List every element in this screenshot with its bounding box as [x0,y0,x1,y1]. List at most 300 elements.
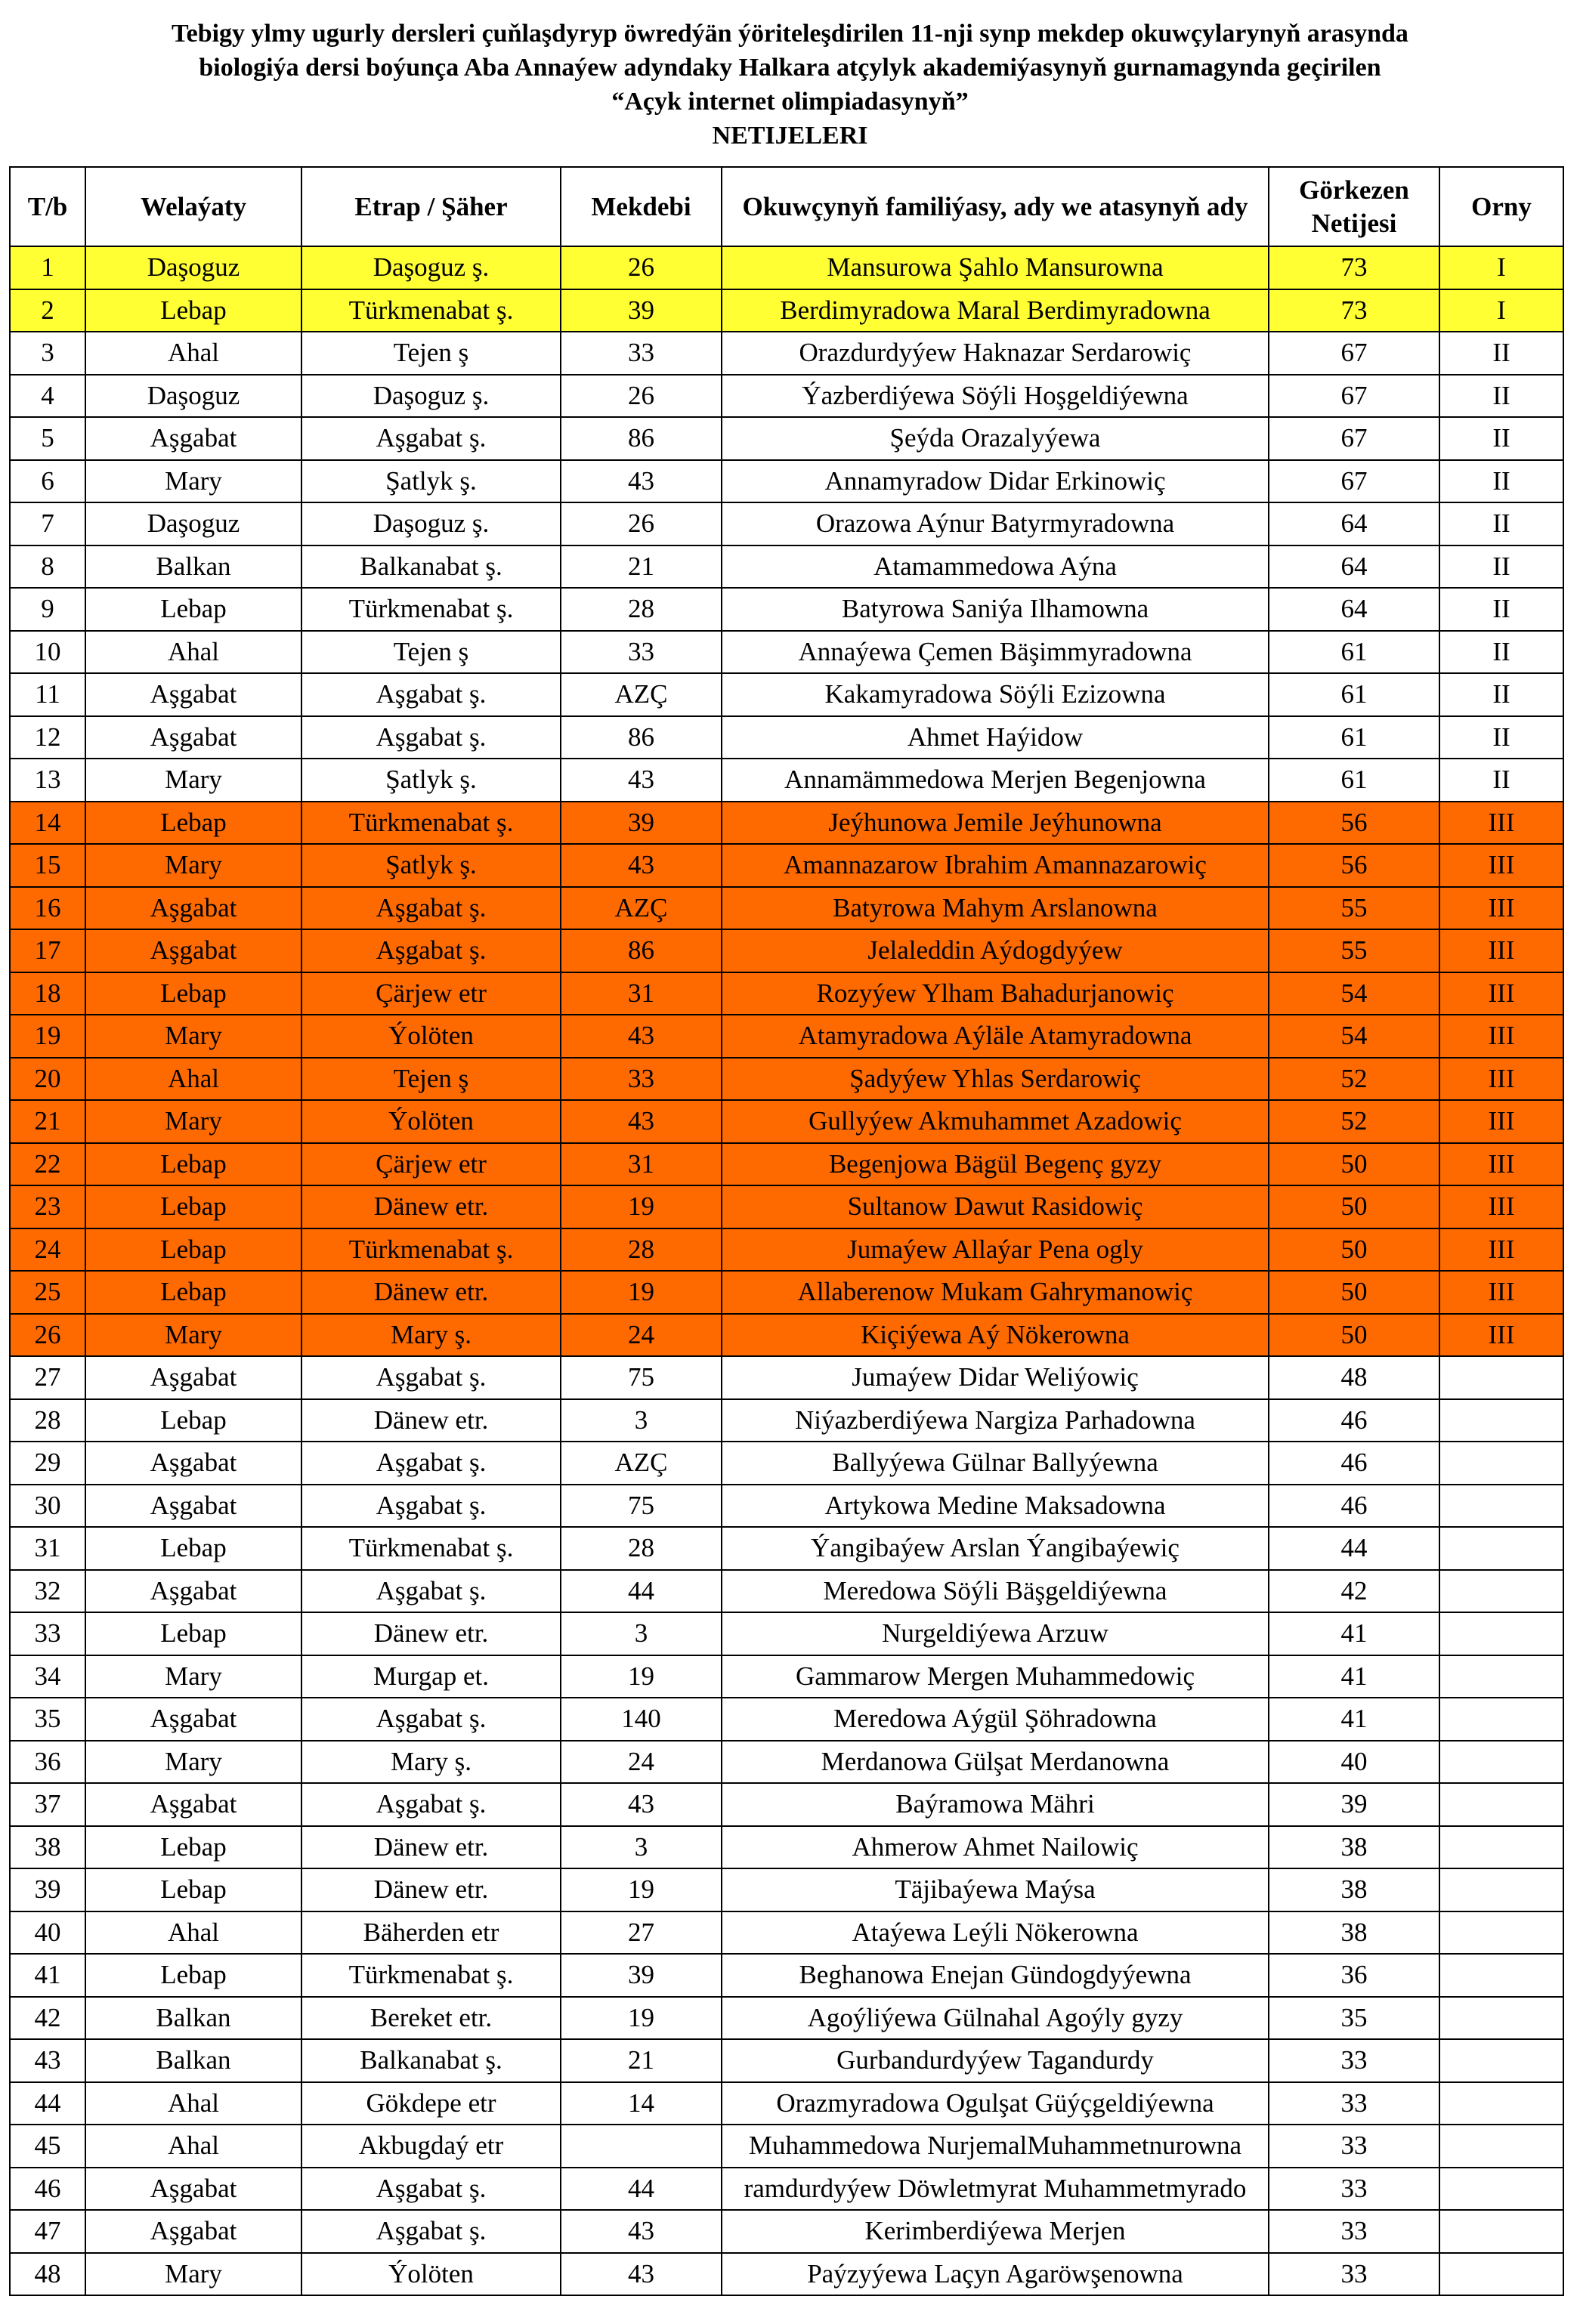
cell-district: Gökdepe etr [301,2082,561,2125]
cell-number: 24 [10,1228,85,1272]
cell-school: 21 [561,545,722,589]
cell-number: 16 [10,887,85,930]
cell-school: 39 [561,289,722,332]
table-row [10,1783,1563,1826]
cell-region: Mary [85,1100,301,1143]
cell-number: 13 [10,759,85,802]
cell-district: Aşgabat ş. [301,1570,561,1613]
cell-student-name: Nurgeldiýewa Arzuw [722,1612,1269,1655]
table-row [10,2210,1563,2253]
cell-score: 56 [1269,844,1439,887]
cell-region: Lebap [85,1868,301,1911]
cell-school: 3 [561,1399,722,1442]
table-row [10,1527,1563,1570]
cell-number: 38 [10,1826,85,1869]
cell-region: Lebap [85,289,301,332]
cell-district: Balkanabat ş. [301,545,561,589]
cell-student-name: Baýramowa Mähri [722,1783,1269,1826]
cell-place [1439,2125,1563,2168]
cell-school: 3 [561,1826,722,1869]
cell-score: 50 [1269,1143,1439,1186]
cell-school: 43 [561,1100,722,1143]
cell-district: Bäherden etr [301,1911,561,1955]
results-table [9,166,1564,2296]
cell-district: Akbugdaý etr [301,2125,561,2168]
cell-student-name: Ataýewa Leýli Nökerowna [722,1911,1269,1955]
cell-region: Daşoguz [85,502,301,545]
cell-score: 44 [1269,1527,1439,1570]
cell-place: II [1439,716,1563,759]
cell-student-name: Begenjowa Bägül Begenç gyzy [722,1143,1269,1186]
cell-school: 33 [561,1058,722,1101]
cell-student-name: Muhammedowa NurjemalMuhammetnurowna [722,2125,1269,2168]
cell-school: 24 [561,1741,722,1784]
cell-school: 44 [561,2168,722,2211]
cell-score: 55 [1269,929,1439,972]
cell-number: 17 [10,929,85,972]
cell-place [1439,2253,1563,2296]
cell-place: III [1439,972,1563,1015]
cell-score: 33 [1269,2125,1439,2168]
cell-place [1439,1356,1563,1399]
table-row [10,1911,1563,1955]
table-header-row [10,167,1563,246]
cell-district: Mary ş. [301,1314,561,1357]
cell-district: Bereket etr. [301,1997,561,2040]
cell-number: 7 [10,502,85,545]
cell-number: 43 [10,2039,85,2082]
cell-score: 41 [1269,1612,1439,1655]
cell-region: Balkan [85,2039,301,2082]
cell-district: Ýolöten [301,1015,561,1058]
cell-number: 34 [10,1655,85,1698]
table-row [10,673,1563,716]
cell-score: 41 [1269,1655,1439,1698]
cell-score: 42 [1269,1570,1439,1613]
cell-place [1439,1911,1563,1955]
header-line-1: Tebigy ylmy ugurly dersleri çuňlaşdyryp öwredýän ýöriteleşdirilen 11-nji synp mekdep okuwçylarynyň arasynda [172,20,1408,48]
cell-student-name: Orazdurdyýew Haknazar Serdarowiç [722,332,1269,375]
cell-student-name: Jelaleddin Aýdogdyýew [722,929,1269,972]
cell-number: 39 [10,1868,85,1911]
cell-school: 26 [561,375,722,418]
cell-number: 32 [10,1570,85,1613]
cell-score: 46 [1269,1485,1439,1528]
cell-number: 21 [10,1100,85,1143]
cell-score: 67 [1269,460,1439,503]
cell-place: III [1439,1228,1563,1272]
cell-number: 19 [10,1015,85,1058]
cell-district: Türkmenabat ş. [301,1228,561,1272]
cell-school: 140 [561,1698,722,1741]
cell-district: Ýolöten [301,2253,561,2296]
cell-place [1439,1612,1563,1655]
cell-region: Lebap [85,1399,301,1442]
cell-student-name: Meredowa Söýli Bäşgeldiýewna [722,1570,1269,1613]
table-row [10,1485,1563,1528]
cell-student-name: Meredowa Aýgül Şöhradowna [722,1698,1269,1741]
table-row [10,631,1563,674]
cell-region: Aşgabat [85,1698,301,1741]
col-header-score: Görkezen Netijesi [1269,167,1439,246]
cell-number: 23 [10,1185,85,1228]
table-row [10,417,1563,460]
table-row [10,2082,1563,2125]
cell-region: Aşgabat [85,2210,301,2253]
cell-score: 38 [1269,1911,1439,1955]
cell-score: 54 [1269,1015,1439,1058]
cell-score: 33 [1269,2082,1439,2125]
cell-school: 26 [561,502,722,545]
document-title: NETIJELERI [712,122,868,150]
cell-district: Türkmenabat ş. [301,1954,561,1997]
cell-region: Mary [85,1314,301,1357]
cell-place [1439,1868,1563,1911]
cell-region: Lebap [85,1185,301,1228]
cell-district: Daşoguz ş. [301,375,561,418]
cell-region: Lebap [85,588,301,631]
cell-district: Dänew etr. [301,1868,561,1911]
cell-district: Dänew etr. [301,1271,561,1314]
cell-score: 50 [1269,1314,1439,1357]
cell-region: Daşoguz [85,375,301,418]
cell-place [1439,1783,1563,1826]
cell-district: Aşgabat ş. [301,1356,561,1399]
table-row [10,2168,1563,2211]
table-row [10,1356,1563,1399]
cell-number: 2 [10,289,85,332]
cell-district: Murgap et. [301,1655,561,1698]
cell-region: Aşgabat [85,929,301,972]
cell-place [1439,1485,1563,1528]
cell-number: 37 [10,1783,85,1826]
cell-region: Mary [85,759,301,802]
cell-score: 38 [1269,1826,1439,1869]
cell-number: 10 [10,631,85,674]
cell-student-name: Jumaýew Allaýar Pena ogly [722,1228,1269,1272]
cell-score: 50 [1269,1185,1439,1228]
cell-district: Aşgabat ş. [301,417,561,460]
cell-school: 19 [561,1271,722,1314]
cell-number: 31 [10,1527,85,1570]
cell-score: 50 [1269,1271,1439,1314]
cell-number: 46 [10,2168,85,2211]
cell-school: 33 [561,631,722,674]
table-row [10,2253,1563,2296]
cell-region: Daşoguz [85,246,301,289]
cell-student-name: Ballyýewa Gülnar Ballyýewna [722,1442,1269,1485]
cell-number: 29 [10,1442,85,1485]
cell-number: 44 [10,2082,85,2125]
cell-district: Aşgabat ş. [301,1442,561,1485]
cell-school: 44 [561,1570,722,1613]
cell-place [1439,2210,1563,2253]
cell-school: 14 [561,2082,722,2125]
cell-score: 61 [1269,716,1439,759]
document-header [0,17,1580,153]
cell-student-name: Atamammedowa Aýna [722,545,1269,589]
cell-school: 43 [561,2210,722,2253]
cell-score: 33 [1269,2039,1439,2082]
cell-place [1439,1954,1563,1997]
cell-number: 8 [10,545,85,589]
cell-student-name: Şeýda Orazalyýewa [722,417,1269,460]
cell-region: Lebap [85,802,301,845]
cell-region: Aşgabat [85,2168,301,2211]
table-row [10,289,1563,332]
cell-number: 42 [10,1997,85,2040]
cell-district: Şatlyk ş. [301,844,561,887]
cell-student-name: Orazowa Aýnur Batyrmyradowna [722,502,1269,545]
table-row [10,972,1563,1015]
table-row [10,332,1563,375]
cell-region: Mary [85,2253,301,2296]
cell-place: II [1439,588,1563,631]
cell-school: 33 [561,332,722,375]
cell-region: Aşgabat [85,1570,301,1613]
cell-place: III [1439,1143,1563,1186]
cell-score: 52 [1269,1058,1439,1101]
cell-number: 9 [10,588,85,631]
table-row [10,1185,1563,1228]
cell-number: 4 [10,375,85,418]
cell-place: II [1439,417,1563,460]
col-header-school: Mekdebi [561,167,722,246]
header-line-2: biologiýa dersi boýunça Aba Annaýew adyndaky Halkara atçylyk akademiýasynyň gurnamagynda geçirilen [199,54,1381,82]
cell-school: 27 [561,1911,722,1955]
cell-place [1439,1570,1563,1613]
cell-score: 46 [1269,1399,1439,1442]
cell-student-name: Rozyýew Ylham Bahadurjanowiç [722,972,1269,1015]
cell-school: AZÇ [561,673,722,716]
table-row [10,1868,1563,1911]
cell-district: Dänew etr. [301,1399,561,1442]
table-body [10,246,1563,2295]
cell-region: Lebap [85,1143,301,1186]
cell-region: Mary [85,1015,301,1058]
cell-school: 43 [561,460,722,503]
cell-student-name: Täjibaýewa Maýsa [722,1868,1269,1911]
table-row [10,1612,1563,1655]
cell-number: 22 [10,1143,85,1186]
cell-number: 25 [10,1271,85,1314]
cell-student-name: Ahmerow Ahmet Nailowiç [722,1826,1269,1869]
cell-place: II [1439,460,1563,503]
cell-region: Aşgabat [85,1783,301,1826]
cell-district: Tejen ş [301,1058,561,1101]
cell-number: 27 [10,1356,85,1399]
cell-district: Şatlyk ş. [301,460,561,503]
cell-region: Ahal [85,1911,301,1955]
cell-school: 19 [561,1997,722,2040]
cell-student-name: Annamyradow Didar Erkinowiç [722,460,1269,503]
table-row [10,716,1563,759]
cell-district: Türkmenabat ş. [301,1527,561,1570]
table-row [10,246,1563,289]
cell-student-name: Merdanowa Gülşat Merdanowna [722,1741,1269,1784]
cell-region: Ahal [85,2125,301,2168]
cell-score: 46 [1269,1442,1439,1485]
cell-district: Dänew etr. [301,1612,561,1655]
cell-school: 43 [561,1783,722,1826]
cell-score: 61 [1269,759,1439,802]
cell-number: 15 [10,844,85,887]
cell-score: 64 [1269,502,1439,545]
cell-district: Aşgabat ş. [301,2210,561,2253]
table-row [10,375,1563,418]
cell-place: III [1439,887,1563,930]
cell-place [1439,1399,1563,1442]
cell-place: I [1439,289,1563,332]
cell-place: III [1439,1271,1563,1314]
cell-district: Aşgabat ş. [301,1485,561,1528]
cell-region: Lebap [85,1612,301,1655]
cell-school: 24 [561,1314,722,1357]
cell-score: 61 [1269,631,1439,674]
cell-student-name: Berdimyradowa Maral Berdimyradowna [722,289,1269,332]
cell-score: 64 [1269,545,1439,589]
cell-region: Aşgabat [85,673,301,716]
cell-region: Lebap [85,1271,301,1314]
cell-student-name: Mansurowa Şahlo Mansurowna [722,246,1269,289]
cell-place: III [1439,1058,1563,1101]
table-row [10,1655,1563,1698]
cell-place [1439,2082,1563,2125]
cell-place: III [1439,1100,1563,1143]
cell-school: 86 [561,716,722,759]
cell-district: Aşgabat ş. [301,716,561,759]
col-header-number: T/b [10,167,85,246]
cell-district: Aşgabat ş. [301,887,561,930]
cell-student-name: Artykowa Medine Maksadowna [722,1485,1269,1528]
cell-student-name: Gammarow Mergen Muhammedowiç [722,1655,1269,1698]
cell-score: 35 [1269,1997,1439,2040]
cell-region: Lebap [85,972,301,1015]
cell-school: 43 [561,759,722,802]
cell-student-name: Ahmet Haýidow [722,716,1269,759]
cell-score: 33 [1269,2210,1439,2253]
table-row [10,1570,1563,1613]
cell-school: 75 [561,1356,722,1399]
cell-place: III [1439,802,1563,845]
cell-region: Aşgabat [85,417,301,460]
cell-place: II [1439,673,1563,716]
table-row [10,545,1563,589]
cell-student-name: Allaberenow Mukam Gahrymanowiç [722,1271,1269,1314]
cell-number: 18 [10,972,85,1015]
cell-school: 31 [561,1143,722,1186]
cell-student-name: Kerimberdiýewa Merjen [722,2210,1269,2253]
cell-district: Tejen ş [301,631,561,674]
cell-school: 43 [561,2253,722,2296]
cell-student-name: Jeýhunowa Jemile Jeýhunowna [722,802,1269,845]
cell-student-name: Jumaýew Didar Weliýowiç [722,1356,1269,1399]
cell-school: 86 [561,417,722,460]
table-row [10,887,1563,930]
cell-place: II [1439,375,1563,418]
cell-school: 43 [561,1015,722,1058]
cell-region: Aşgabat [85,716,301,759]
cell-number: 45 [10,2125,85,2168]
cell-number: 14 [10,802,85,845]
table-row [10,1826,1563,1869]
cell-region: Aşgabat [85,1356,301,1399]
cell-score: 48 [1269,1356,1439,1399]
cell-place: III [1439,929,1563,972]
cell-student-name: Annaýewa Çemen Bäşimmyradowna [722,631,1269,674]
table-row [10,844,1563,887]
cell-region: Mary [85,1741,301,1784]
cell-place [1439,1442,1563,1485]
cell-place: III [1439,1185,1563,1228]
cell-place [1439,1741,1563,1784]
cell-number: 40 [10,1911,85,1955]
cell-number: 47 [10,2210,85,2253]
cell-region: Aşgabat [85,1485,301,1528]
cell-school: 21 [561,2039,722,2082]
table-row [10,1314,1563,1357]
cell-school: 19 [561,1185,722,1228]
cell-place [1439,1997,1563,2040]
cell-region: Balkan [85,545,301,589]
cell-school: 39 [561,1954,722,1997]
cell-district: Balkanabat ş. [301,2039,561,2082]
cell-number: 20 [10,1058,85,1101]
cell-student-name: Kakamyradowa Söýli Ezizowna [722,673,1269,716]
cell-number: 41 [10,1954,85,1997]
cell-number: 36 [10,1741,85,1784]
cell-score: 54 [1269,972,1439,1015]
table-row [10,2125,1563,2168]
col-header-district: Etrap / Şäher [301,167,561,246]
cell-region: Ahal [85,2082,301,2125]
cell-district: Aşgabat ş. [301,1698,561,1741]
cell-region: Balkan [85,1997,301,2040]
cell-district: Çärjew etr [301,972,561,1015]
table-row [10,1058,1563,1101]
cell-district: Daşoguz ş. [301,246,561,289]
cell-school: 3 [561,1612,722,1655]
cell-school: 19 [561,1655,722,1698]
cell-score: 33 [1269,2253,1439,2296]
cell-student-name: Ýazberdiýewa Söýli Hoşgeldiýewna [722,375,1269,418]
table-row [10,2039,1563,2082]
cell-number: 11 [10,673,85,716]
cell-place [1439,1527,1563,1570]
table-row [10,759,1563,802]
cell-district: Şatlyk ş. [301,759,561,802]
cell-place [1439,2168,1563,2211]
cell-number: 48 [10,2253,85,2296]
cell-score: 38 [1269,1868,1439,1911]
cell-school: 28 [561,588,722,631]
cell-place: III [1439,844,1563,887]
cell-number: 3 [10,332,85,375]
table-row [10,929,1563,972]
cell-district: Çärjew etr [301,1143,561,1186]
cell-region: Mary [85,844,301,887]
cell-score: 50 [1269,1228,1439,1272]
cell-student-name: ramdurdyýew Döwletmyrat Muhammetmyrado [722,2168,1269,2211]
cell-school: AZÇ [561,887,722,930]
table-row [10,1698,1563,1741]
cell-number: 6 [10,460,85,503]
cell-school: 19 [561,1868,722,1911]
cell-region: Aşgabat [85,1442,301,1485]
cell-number: 28 [10,1399,85,1442]
cell-district: Mary ş. [301,1741,561,1784]
cell-score: 56 [1269,802,1439,845]
